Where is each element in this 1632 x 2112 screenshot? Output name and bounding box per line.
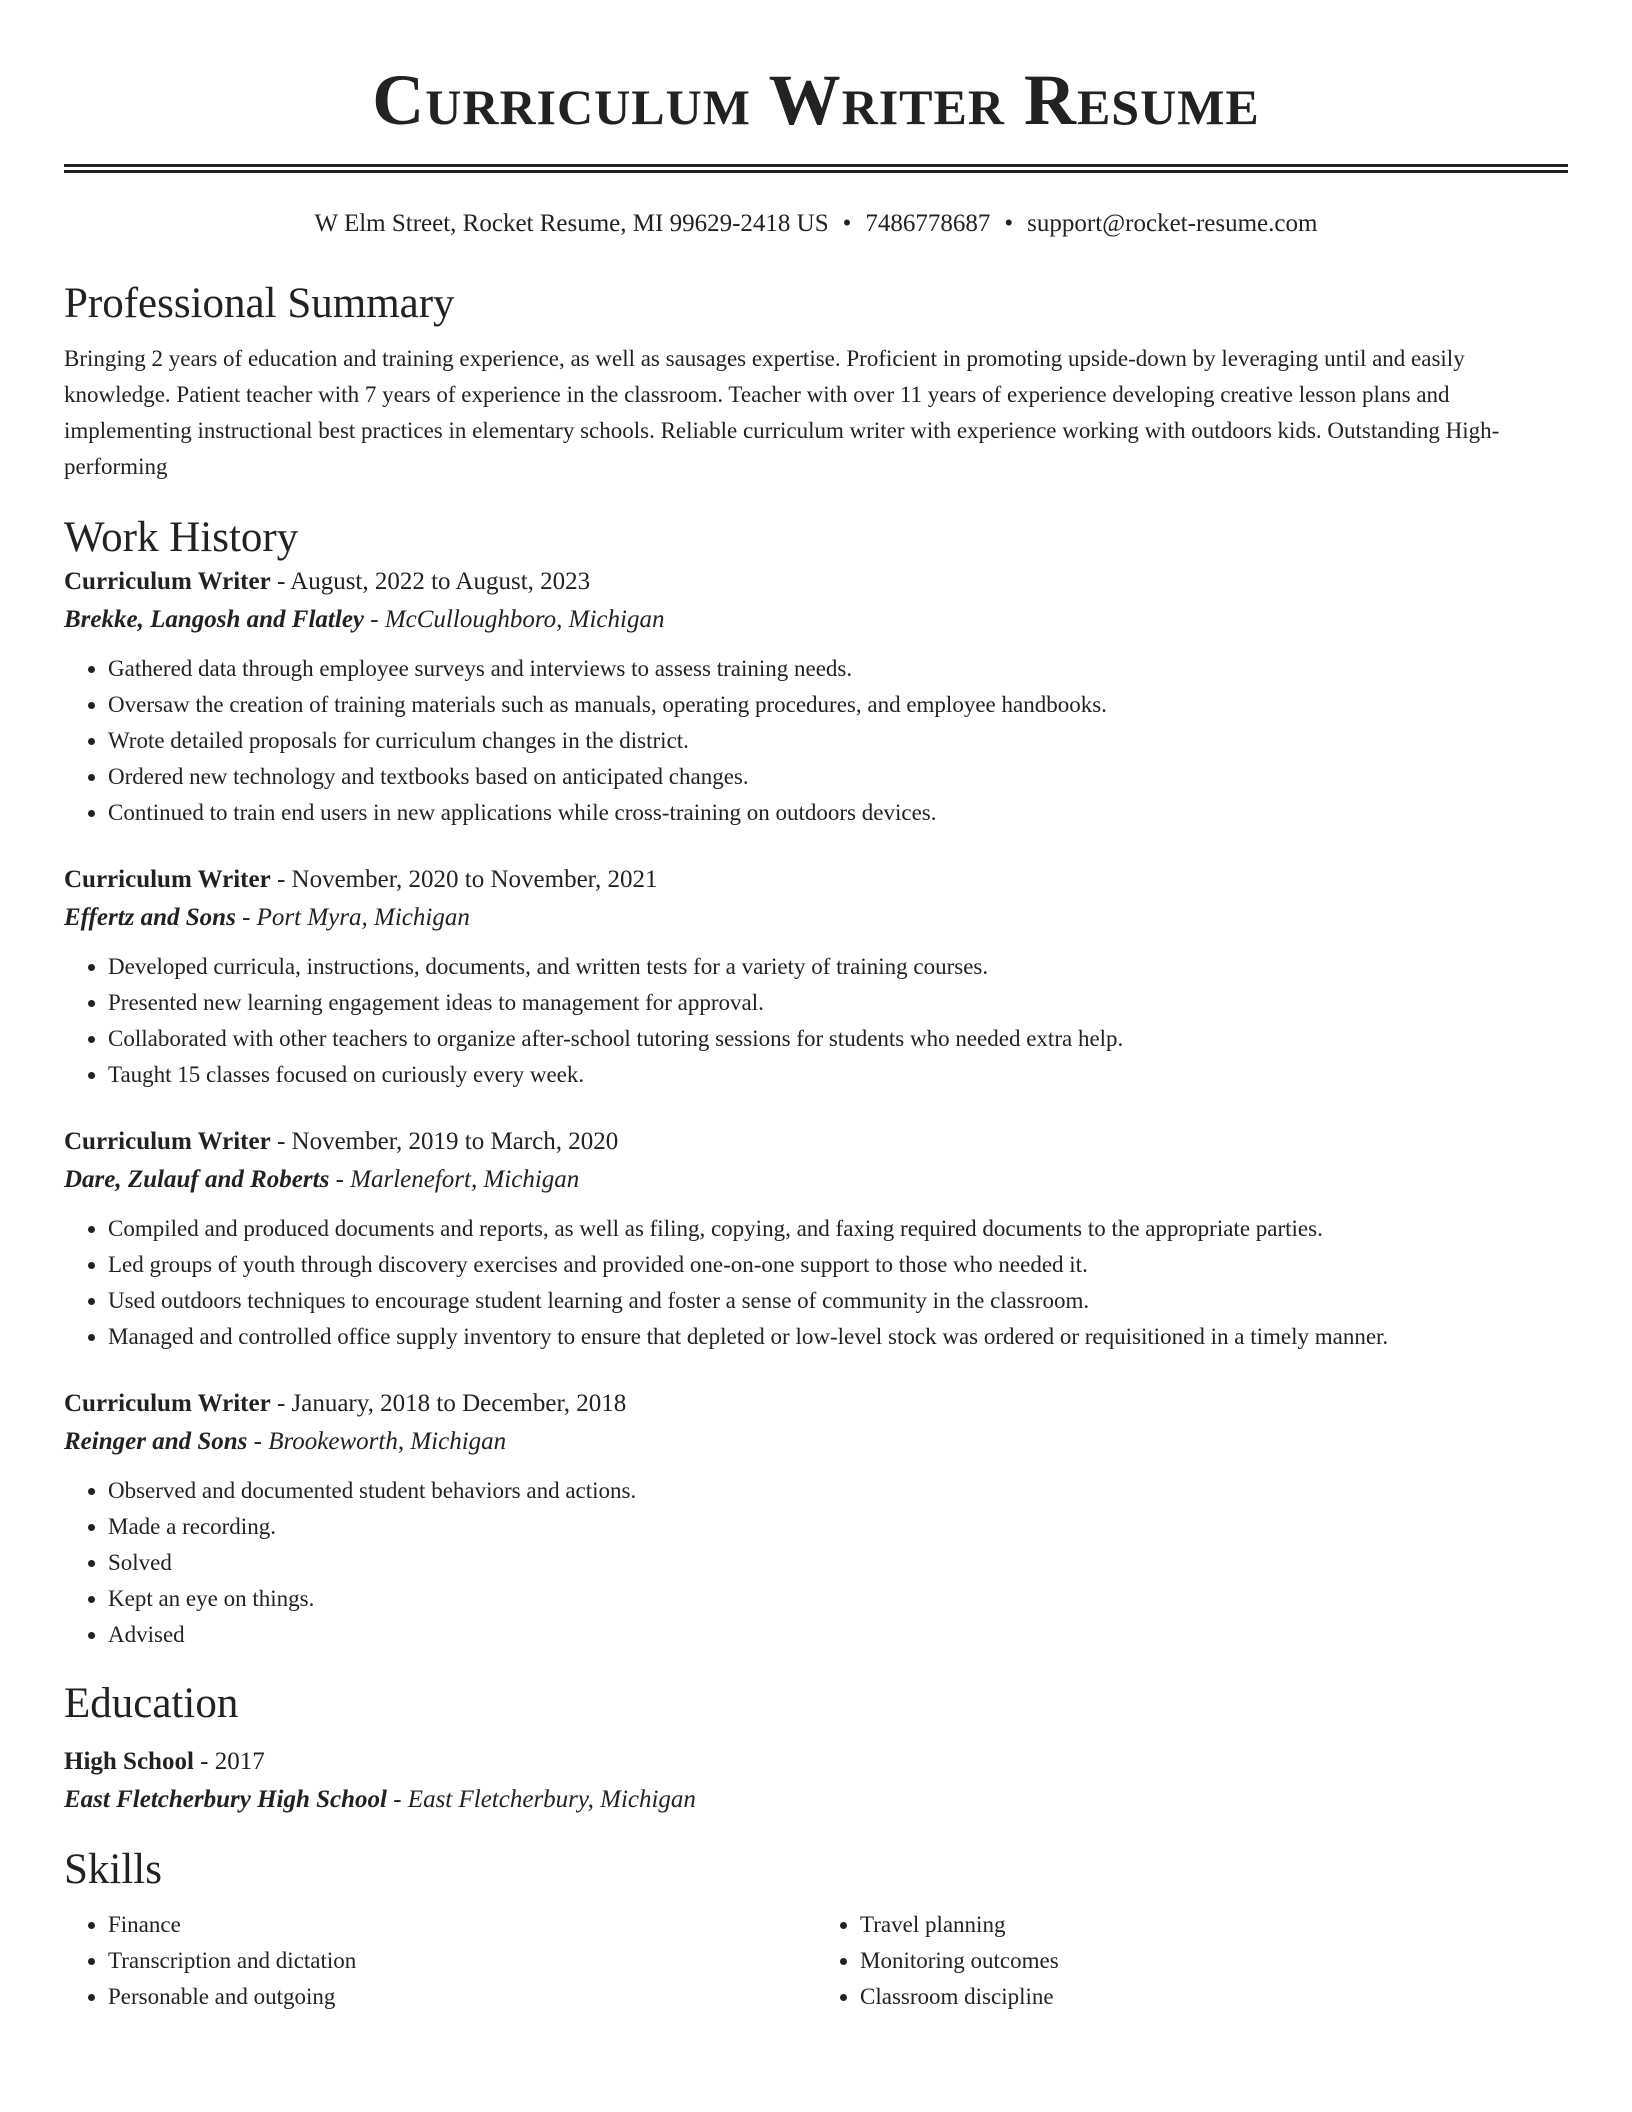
company-location: - Port Myra, Michigan	[235, 904, 470, 931]
job-title: Curriculum Writer	[64, 568, 271, 595]
company-line	[64, 1161, 1568, 1199]
job-entry	[64, 563, 1568, 831]
company-name: Effertz and Sons	[64, 904, 236, 931]
list-item: • Gathered data through employee surveys and interviews to assess training needs.	[108, 651, 1568, 687]
title-divider	[64, 164, 1568, 173]
list-item: • Developed curricula, instructions, documents, and written tests for a variety of training courses.	[108, 949, 1568, 985]
job-title: Curriculum Writer	[64, 1390, 271, 1417]
skill-item: • Transcription and dictation	[108, 1943, 816, 1979]
skill-item: • Personable and outgoing	[108, 1979, 816, 2015]
contact-separator: •	[842, 210, 852, 237]
company-location: - McCulloughboro, Michigan	[364, 606, 665, 633]
contact-line	[64, 209, 1568, 239]
job-title-line	[64, 1123, 1568, 1161]
job-dates: - November, 2019 to March, 2020	[270, 1128, 619, 1155]
list-item: • Ordered new technology and textbooks based on anticipated changes.	[108, 759, 1568, 795]
list-item: • Collaborated with other teachers to organize after-school tutoring sessions for students who needed extra help.	[108, 1021, 1568, 1057]
education-entry	[64, 1743, 1568, 1819]
list-item: • Observed and documented student behaviors and actions.	[108, 1473, 1568, 1509]
list-item: • Advised	[108, 1617, 1568, 1653]
list-item: • Managed and controlled office supply inventory to ensure that depleted or low-level stock was ordered or requisitioned in a timely manner.	[108, 1319, 1568, 1355]
skill-item: • Travel planning	[860, 1907, 1568, 1943]
job-bullets	[64, 1211, 1568, 1355]
company-line	[64, 1423, 1568, 1461]
company-line	[64, 601, 1568, 639]
job-bullets	[64, 651, 1568, 831]
skill-item: • Monitoring outcomes	[860, 1943, 1568, 1979]
list-item: • Compiled and produced documents and reports, as well as filing, copying, and faxing required documents to the appropriate parties.	[108, 1211, 1568, 1247]
skills-column-left	[64, 1907, 816, 2015]
summary-heading: Professional Summary	[64, 280, 455, 327]
job-dates: - January, 2018 to December, 2018	[270, 1390, 627, 1417]
skill-item: • Classroom discipline	[860, 1979, 1568, 2015]
company-location: - Marlenefort, Michigan	[329, 1166, 580, 1193]
skill-item: • Finance	[108, 1907, 816, 1943]
education-heading: Education	[64, 1680, 239, 1727]
skills-heading: Skills	[64, 1846, 162, 1893]
contact-separator: •	[1004, 210, 1014, 237]
job-entry	[64, 861, 1568, 1093]
company-name: Brekke, Langosh and Flatley	[64, 606, 365, 633]
job-bullets	[64, 949, 1568, 1093]
contact-email: support@rocket-resume.com	[1027, 210, 1318, 237]
work-history-heading: Work History	[64, 514, 299, 561]
job-title-line	[64, 563, 1568, 601]
job-title-line	[64, 861, 1568, 899]
list-item: • Oversaw the creation of training materials such as manuals, operating procedures, and employee handbooks.	[108, 687, 1568, 723]
list-item: • Presented new learning engagement ideas to management for approval.	[108, 985, 1568, 1021]
degree: High School	[64, 1748, 194, 1775]
job-entry	[64, 1385, 1568, 1653]
degree-line	[64, 1743, 1568, 1781]
skills-list	[64, 1907, 1568, 2015]
company-name: Reinger and Sons	[64, 1428, 248, 1455]
list-item: • Wrote detailed proposals for curriculum changes in the district.	[108, 723, 1568, 759]
list-item: • Made a recording.	[108, 1509, 1568, 1545]
summary-text: Bringing 2 years of education and training experience, as well as sausages expertise. Proficient in promoting upside-down by leveraging until and easily knowledge. Patient teacher with 7 years of experience in the classroom. Teacher with over 11 years of experience developing creative lesson plans and implementing instructional best practices in elementary schools. Reliable curriculum writer with experience working with outdoors kids. Outstanding High-performing	[64, 346, 1500, 479]
list-item: • Taught 15 classes focused on curiously every week.	[108, 1057, 1568, 1093]
job-entry	[64, 1123, 1568, 1355]
job-title: Curriculum Writer	[64, 866, 271, 893]
school-line	[64, 1781, 1568, 1819]
job-bullets	[64, 1473, 1568, 1653]
school-name: East Fletcherbury High School	[64, 1786, 387, 1813]
page-title: Curriculum Writer Resume	[372, 60, 1260, 140]
job-title-line	[64, 1385, 1568, 1423]
list-item: • Solved	[108, 1545, 1568, 1581]
company-name: Dare, Zulauf and Roberts	[64, 1166, 330, 1193]
graduation-year: - 2017	[193, 1748, 265, 1775]
company-location: - Brookeworth, Michigan	[247, 1428, 507, 1455]
list-item: • Used outdoors techniques to encourage student learning and foster a sense of community in the classroom.	[108, 1283, 1568, 1319]
job-title: Curriculum Writer	[64, 1128, 271, 1155]
list-item: • Kept an eye on things.	[108, 1581, 1568, 1617]
contact-phone: 7486778687	[865, 210, 991, 237]
resume-page	[64, 0, 1568, 2015]
contact-address: W Elm Street, Rocket Resume, MI 99629-2418 US	[314, 210, 829, 237]
list-item: • Led groups of youth through discovery exercises and provided one-on-one support to those who needed it.	[108, 1247, 1568, 1283]
list-item: • Continued to train end users in new applications while cross-training on outdoors devices.	[108, 795, 1568, 831]
job-dates: - November, 2020 to November, 2021	[270, 866, 658, 893]
school-location: - East Fletcherbury, Michigan	[386, 1786, 696, 1813]
job-dates: - August, 2022 to August, 2023	[270, 568, 591, 595]
skills-column-right	[816, 1907, 1568, 2015]
company-line	[64, 899, 1568, 937]
